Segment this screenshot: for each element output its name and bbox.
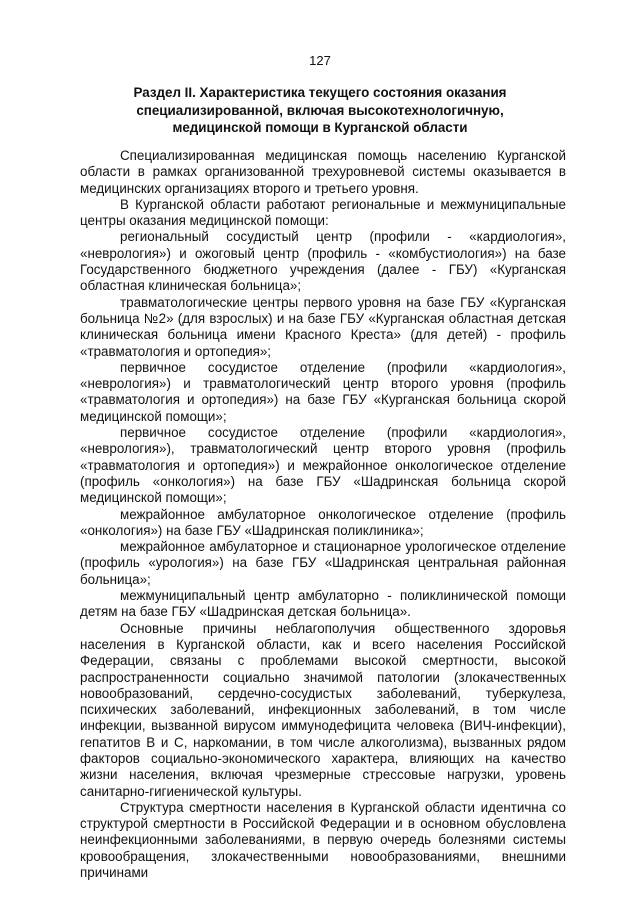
- paragraph: Основные причины неблагополучия общественного здоровья населения в Курганской области, как и всего населения Российской Федерации, связаны с проблемами высокой смертности, высокой распространенности социально значимой патологии (злокачественных новообразований, сердечно-сосудистых заболеваний, туберкулеза, психических заболеваний, инфекционных заболеваний, в том числе инфекции, вызванной вирусом иммунодефицита человека (ВИЧ-инфекции), гепатитов В и С, наркомании, в том числе алкоголизма), вызванных рядом факторов социально-экономического характера, влияющих на качество жизни населения, включая чрезмерные стрессовые нагрузки, уровень санитарно-гигиенической культуры.: [80, 620, 566, 799]
- paragraph: травматологические центры первого уровня на базе ГБУ «Курганская больница №2» (для взрослых) и на базе ГБУ «Курганская областная детская клиническая больница имени Красного Креста» (для детей) - профиль «травматология и ортопедия»;: [80, 294, 566, 359]
- paragraph: Структура смертности населения в Курганской области идентична со структурой смертности в Российской Федерации и в основном обусловлена неинфекционными заболеваниями, в первую очередь болезнями системы кровообращения, злокачественными новообразованиями, внешними причинами: [80, 799, 566, 881]
- paragraph: Специализированная медицинская помощь населению Курганской области в рамках организованной трехуровневой системы оказывается в медицинских организациях второго и третьего уровня.: [80, 148, 566, 196]
- document-body: [80, 148, 566, 881]
- paragraph: региональный сосудистый центр (профили - «кардиология», «неврология») и ожоговый центр (профиль - «комбустиология») на базе Государственного бюджетного учреждения (далее - ГБУ) «Курганская областная клиническая больница»;: [80, 229, 566, 294]
- section-heading-line-1: Раздел II. Характеристика текущего состояния оказания: [133, 85, 507, 100]
- paragraph: первичное сосудистое отделение (профили «кардиология», «неврология»), травматологический центр второго уровня (профиль «травматология и ортопедия») и межрайонное онкологическое отделение (профиль «онкология») на базе ГБУ «Шадринская больница скорой медицинской помощи»;: [80, 425, 566, 506]
- section-heading-line-3: медицинской помощи в Курганской области: [172, 120, 468, 135]
- paragraph: межмуниципальный центр амбулаторно - поликлинической помощи детям на базе ГБУ «Шадринская детская больница».: [80, 588, 566, 620]
- paragraph: межрайонное амбулаторное и стационарное урологическое отделение (профиль «урология») на базе ГБУ «Шадринская центральная районная больница»;: [80, 539, 566, 587]
- paragraph: первичное сосудистое отделение (профили «кардиология», «неврология») и травматологический центр второго уровня (профиль «травматология и ортопедия») на базе ГБУ «Курганская больница скорой медицинской помощи»;: [80, 359, 566, 424]
- paragraph: В Курганской области работают региональные и межмуниципальные центры оказания медицинской помощи:: [80, 196, 566, 229]
- section-heading: [120, 84, 520, 137]
- section-heading-line-2: специализированной, включая высокотехнологичную,: [136, 102, 504, 118]
- page-number: 127: [309, 53, 331, 68]
- paragraph: межрайонное амбулаторное онкологическое отделение (профиль «онкология») на базе ГБУ «Шадринская поликлиника»;: [80, 506, 566, 538]
